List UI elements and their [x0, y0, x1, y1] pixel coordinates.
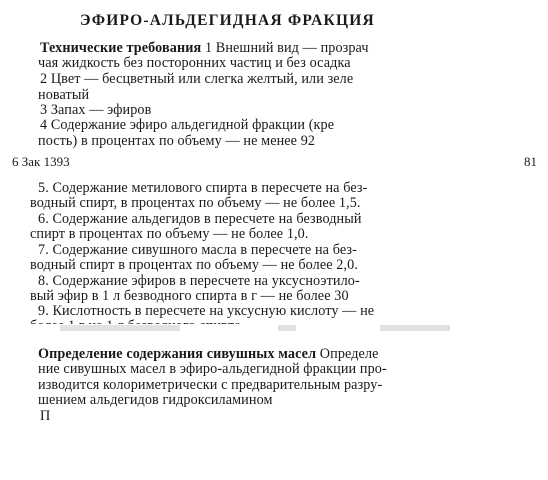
- cropped-text-fragment: [278, 325, 296, 331]
- cropped-text-fragment: [60, 325, 180, 331]
- page-fragment-top: [0, 0, 548, 176]
- page-fragment-ghost: [0, 324, 548, 332]
- requirements-line-2: чая жидкость без посторонних частиц и без осадка: [38, 55, 351, 71]
- requirements-line-5: 3 Запах — эфиров: [40, 102, 152, 118]
- method-line-1-text: Определе: [316, 346, 379, 362]
- requirements-line-4: новатый: [38, 87, 90, 103]
- method-line-3: изводится колориметрически с предварительным разру-: [38, 377, 383, 393]
- spec-line-8: вый эфир в 1 л безводного спирта в г — не более 30: [30, 288, 349, 304]
- spec-line-6: водный спирт в процентах по объему — не более 2,0.: [30, 257, 358, 273]
- spec-line-7: 8. Содержание эфиров в пересчете на уксусноэтило-: [38, 273, 360, 289]
- cropped-text-fragment: [380, 325, 450, 331]
- method-line-5: П: [40, 408, 51, 424]
- spec-line-5: 7. Содержание сивушного масла в пересчете на без-: [38, 242, 357, 258]
- requirements-line-6: 4 Содержание эфиро альдегидной фракции (кре: [40, 117, 335, 133]
- spec-line-4: спирт в процентах по объему — не более 1,0.: [30, 226, 309, 242]
- method-heading: Определение содержания сивушных масел: [38, 346, 317, 362]
- spec-line-3: 6. Содержание альдегидов в пересчете на безводный: [38, 211, 362, 227]
- section-title: ЭФИРО-АЛЬДЕГИДНАЯ ФРАКЦИЯ: [80, 12, 375, 29]
- page-fragment-bottom: [0, 332, 548, 480]
- page-footer-left: 6 Зак 1393: [12, 154, 70, 169]
- requirements-heading: Технические требования: [40, 40, 202, 56]
- method-line-4: шением альдегидов гидроксиламином: [38, 392, 273, 408]
- page-number: 81: [524, 154, 537, 169]
- spec-line-2: водный спирт, в процентах по объему — не более 1,5.: [30, 195, 361, 211]
- page-fragment-middle: [0, 176, 548, 324]
- method-line-2: ние сивушных масел в эфиро-альдегидной фракции про-: [38, 361, 387, 377]
- requirements-line-1-text: 1 Внешний вид — прозрач: [201, 40, 369, 56]
- spec-line-1: 5. Содержание метилового спирта в пересчете на без-: [38, 180, 368, 196]
- requirements-line-1: [40, 40, 369, 56]
- requirements-line-3: 2 Цвет — бесцветный или слегка желтый, или зеле: [40, 71, 354, 87]
- requirements-line-7: пость) в процентах по объему — не менее 92: [38, 133, 316, 149]
- method-line-1: [38, 346, 379, 362]
- spec-line-9: 9. Кислотность в пересчете на уксусную кислоту — не: [38, 303, 375, 319]
